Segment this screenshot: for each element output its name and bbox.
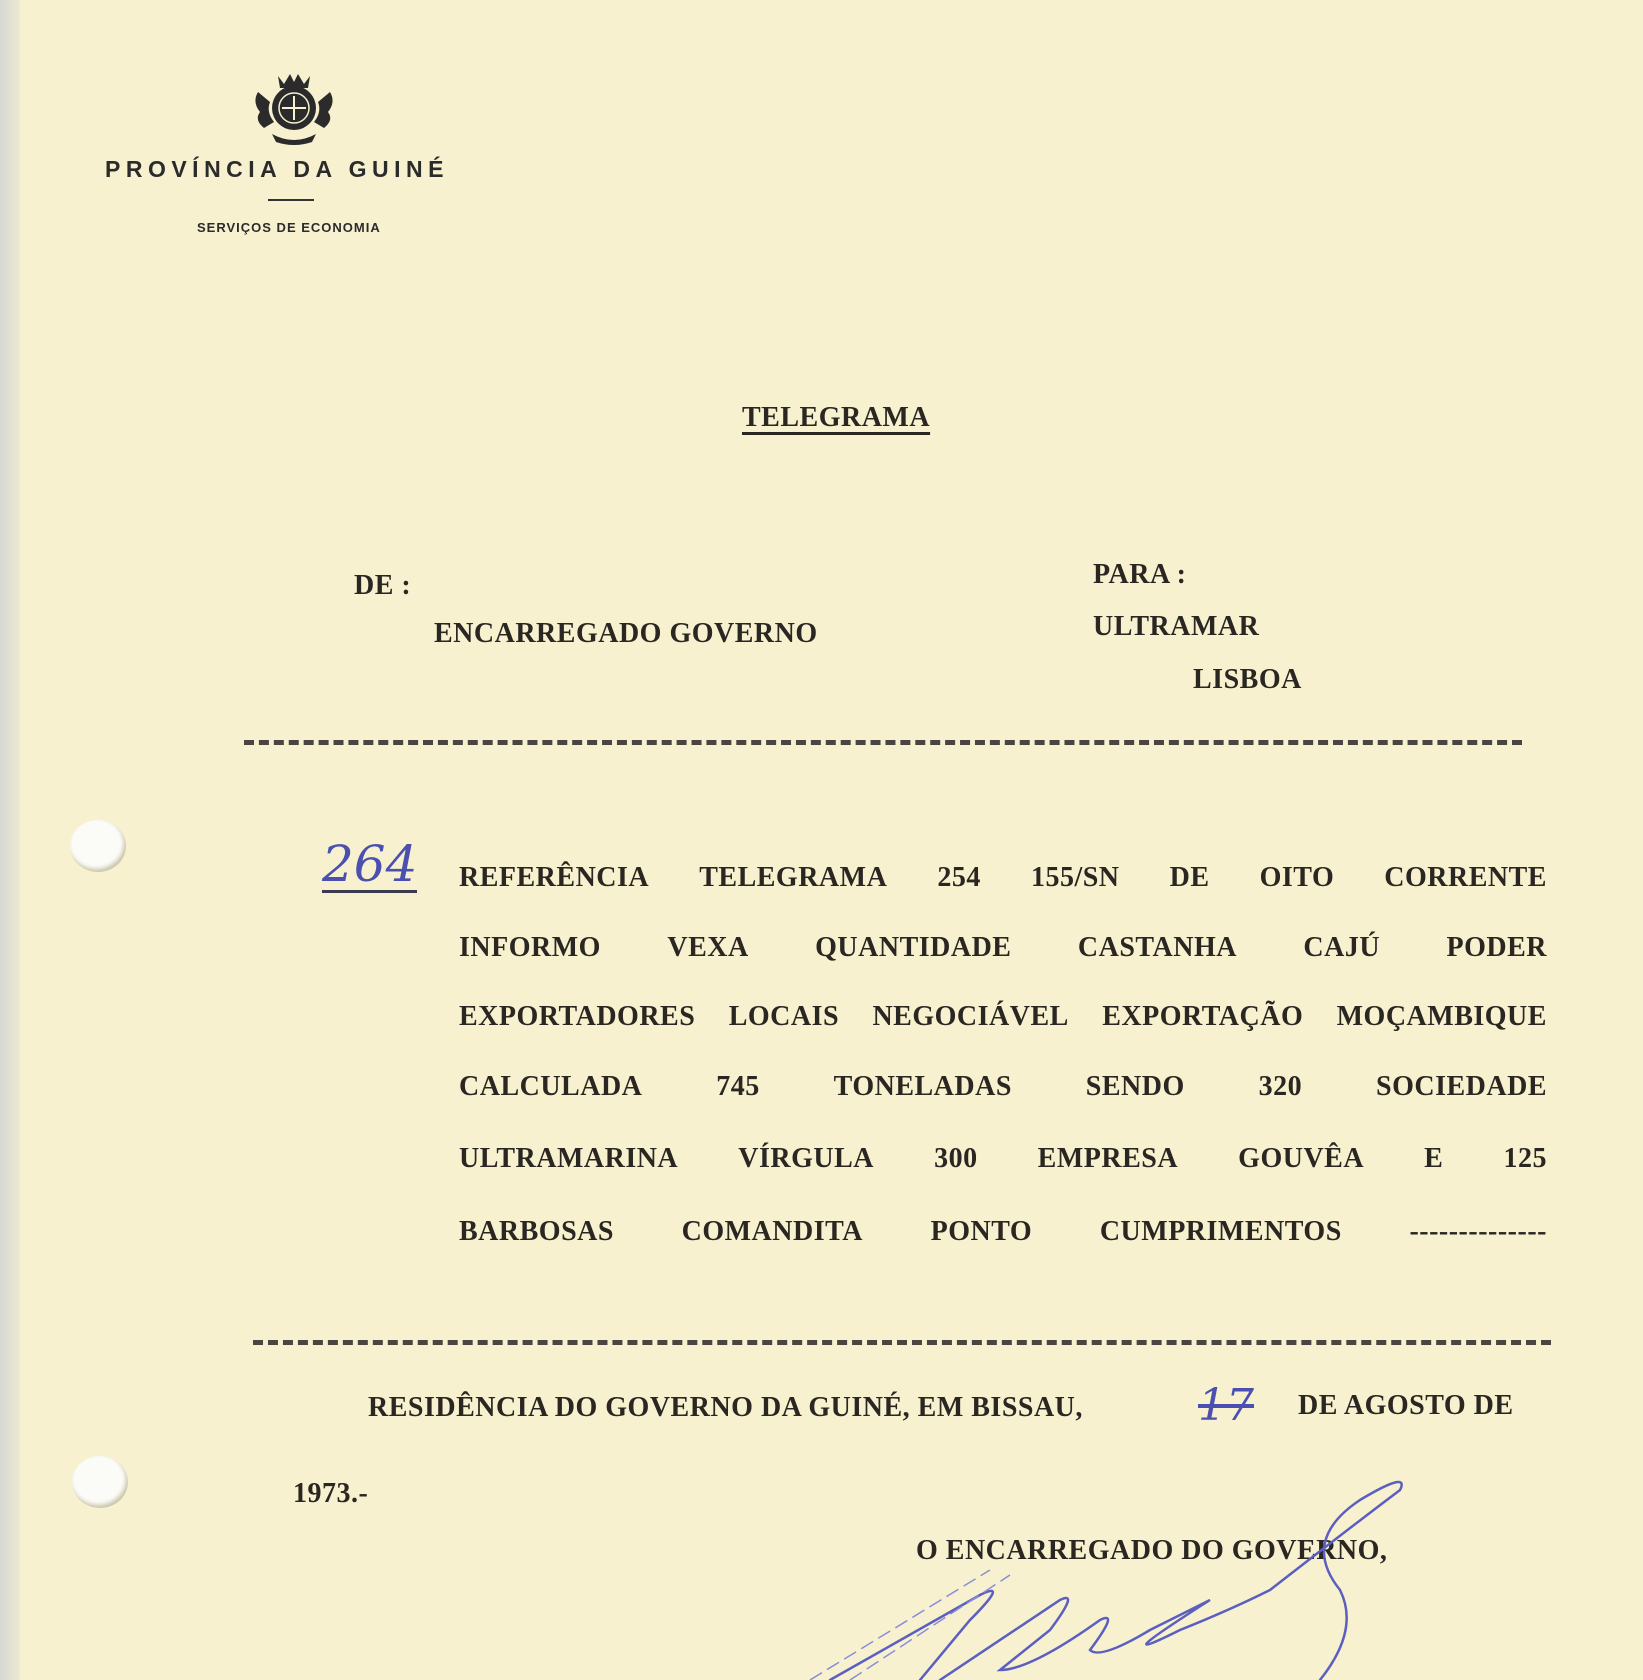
message-word: MOÇAMBIQUE [1336,1001,1547,1032]
message-word: 745 [716,1071,760,1102]
from-value: ENCARREGADO GOVERNO [434,618,818,649]
signature [800,1480,1450,1680]
to-label: PARA : [1093,559,1187,590]
message-line [459,1071,1547,1103]
message-word: TELEGRAMA [699,862,888,893]
message-word: REFERÊNCIA [459,862,650,893]
punch-hole [72,1456,128,1508]
document-title: TELEGRAMA [742,402,931,433]
message-word: SENDO [1085,1071,1185,1102]
message-word: CORRENTE [1384,862,1547,893]
message-word: EXPORTADORES [459,1001,696,1032]
to-value-city: LISBOA [1193,664,1302,695]
message-word: VEXA [667,932,749,963]
message-word: ULTRAMARINA [459,1143,679,1174]
message-word: OITO [1259,862,1335,893]
message-word: EMPRESA [1037,1143,1179,1174]
message-line [459,1216,1547,1248]
message-word: PODER [1446,932,1547,963]
handwritten-day: 17 [1198,1380,1254,1431]
message-line [459,1143,1547,1175]
message-word: CUMPRIMENTOS [1099,1216,1342,1247]
from-label: DE : [354,570,412,601]
message-word: QUANTIDADE [815,932,1012,963]
province-name: PROVÍNCIA DA GUINÉ [105,156,449,182]
message-word: GOUVÊA [1238,1143,1365,1174]
message-word: COMANDITA [681,1216,863,1247]
message-line [459,862,1547,894]
message-word: VÍRGULA [738,1143,874,1174]
message-word: EXPORTAÇÃO [1102,1001,1304,1032]
message-word: TONELADAS [833,1071,1012,1102]
message-word: INFORMO [459,932,601,963]
message-word: 320 [1258,1071,1303,1102]
separator-line [253,1340,1551,1345]
handwritten-telegram-number: 264 [322,835,418,893]
closing-month: DE AGOSTO DE [1298,1390,1514,1421]
letterhead-rule [268,199,314,201]
message-line [459,932,1547,964]
signatory-title: O ENCARREGADO DO GOVERNO, [916,1535,1388,1566]
separator-line [244,740,1522,745]
coat-of-arms-icon [248,72,340,146]
message-word: CAJÚ [1303,932,1381,963]
message-word: E [1424,1143,1444,1174]
message-word: LOCAIS [728,1001,840,1032]
message-word: SOCIEDADE [1376,1071,1547,1102]
message-word: DE [1169,862,1210,893]
message-line [459,1001,1547,1033]
message-word: BARBOSAS [459,1216,614,1247]
scan-edge [0,0,20,1680]
punch-hole [70,820,126,872]
message-word: -------------- [1409,1216,1547,1247]
message-word: 125 [1503,1143,1547,1174]
message-word: PONTO [930,1216,1033,1247]
message-word: CASTANHA [1077,932,1237,963]
closing-year: 1973.- [293,1478,369,1509]
department-name: SERVIÇOS DE ECONOMIA [197,220,381,235]
closing-place: RESIDÊNCIA DO GOVERNO DA GUINÉ, EM BISSAU, [368,1392,1083,1423]
message-word: 254 [937,862,981,893]
message-word: CALCULADA [459,1071,643,1102]
message-word: NEGOCIÁVEL [872,1001,1069,1032]
to-value: ULTRAMAR [1093,611,1260,642]
message-word: 300 [934,1143,978,1174]
message-word: 155/SN [1030,862,1120,893]
